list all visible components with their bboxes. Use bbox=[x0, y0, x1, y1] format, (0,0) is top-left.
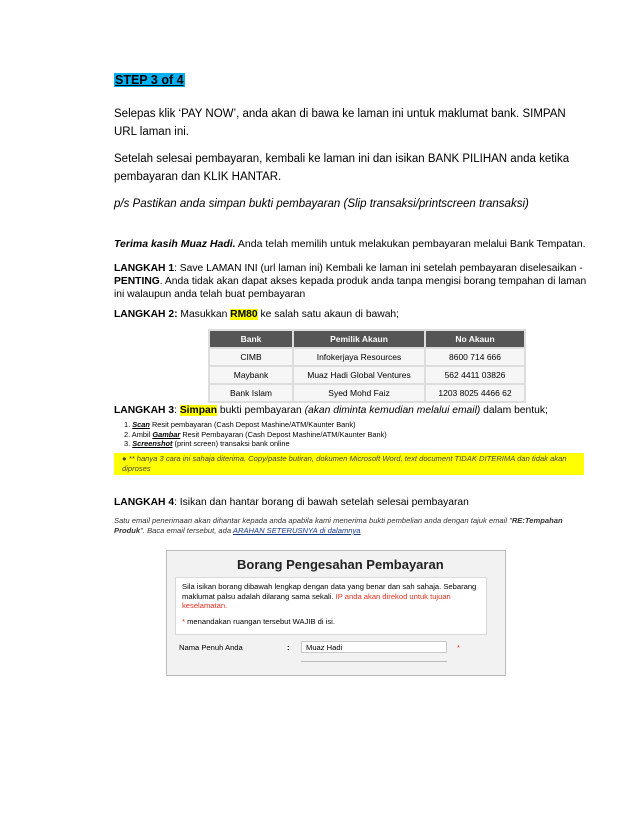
langkah-2-amount: RM80 bbox=[230, 309, 258, 320]
owner-cell: Syed Mohd Faiz bbox=[293, 384, 425, 402]
bank-account-table bbox=[208, 329, 526, 403]
form-title: Borang Pengesahan Pembayaran bbox=[237, 557, 444, 572]
list-number: 3. bbox=[124, 439, 133, 448]
list-key: Scan bbox=[132, 420, 150, 429]
bank-col-header: Bank bbox=[209, 330, 293, 348]
step-heading: STEP 3 of 4 bbox=[115, 73, 184, 87]
bank-cell: Maybank bbox=[209, 366, 293, 384]
required-star: * bbox=[182, 616, 185, 626]
owner-cell: Infokerjaya Resources bbox=[293, 348, 425, 366]
owner-col-header: Pemilik Akaun bbox=[293, 330, 425, 348]
list-number: 2. Ambil bbox=[124, 429, 153, 439]
next-field-row-cropped bbox=[175, 659, 487, 669]
langkah-3-italic: (akan diminta kemudian melalui email) bbox=[304, 405, 481, 416]
list-text: (print screen) transaksi bank online bbox=[172, 439, 290, 448]
table-row bbox=[209, 366, 525, 384]
list-item bbox=[124, 420, 387, 430]
bank-cell: Bank Islam bbox=[209, 384, 293, 402]
list-text: Resit pembayaran (Cash Depost Mashine/ATM/Kaunter Bank) bbox=[149, 420, 356, 429]
bank-table-header-row bbox=[209, 330, 525, 348]
bank-cell: CIMB bbox=[209, 348, 293, 366]
next-field-input-cropped[interactable] bbox=[301, 661, 447, 670]
langkah-2-pre: Masukkan bbox=[177, 309, 231, 320]
account-cell: 562 4411 03826 bbox=[425, 366, 525, 384]
note-bold: RE:Tempahan Produk bbox=[114, 516, 563, 535]
paragraph-keep-proof: p/s Pastikan anda simpan bukti pembayaran (Slip transaksi/printscreen transaksi) bbox=[114, 198, 529, 210]
warning-box bbox=[114, 453, 584, 475]
list-item bbox=[124, 439, 387, 449]
account-col-header: No Akaun bbox=[425, 330, 525, 348]
langkah-3-tail: dalam bentuk; bbox=[480, 405, 548, 416]
langkah-3-colon: : bbox=[174, 405, 180, 416]
account-cell: 8600 714 666 bbox=[425, 348, 525, 366]
list-text: Resit Pembayaran (Cash Depost Mashine/ATM/Kaunter Bank) bbox=[180, 429, 387, 439]
note-mid: ". Baca email tersebut, ada bbox=[140, 526, 233, 535]
owner-cell: Muaz Hadi Global Ventures bbox=[293, 366, 425, 384]
langkah-3-highlight: Simpan bbox=[179, 405, 218, 416]
langkah-2-post: ke salah satu akaun di bawah; bbox=[257, 309, 400, 320]
payment-confirmation-form bbox=[166, 550, 506, 676]
warning-text: ** hanya 3 cara ini sahaja diterima. Copy/paste butiran, dokumen Microsoft Word, text document TIDAK DITERIMA dan tidak akan diproses bbox=[122, 454, 567, 473]
langkah-4-label: LANGKAH 4 bbox=[114, 497, 175, 508]
full-name-label: Nama Penuh Anda bbox=[179, 643, 243, 652]
langkah-4 bbox=[114, 496, 592, 509]
list-number: 1. bbox=[124, 420, 133, 429]
langkah-1 bbox=[114, 262, 592, 301]
langkah-2-label: LANGKAH 2: bbox=[114, 309, 178, 320]
langkah-1-label: LANGKAH 1 bbox=[114, 263, 175, 274]
paragraph-return-instructions: Setelah selesai pembayaran, kembali ke laman ini dan isikan BANK PILIHAN anda ketika pembayaran dan KLIK HANTAR. bbox=[114, 153, 570, 183]
thanks-rest: Anda telah memilih untuk melakukan pembayaran melalui Bank Tempatan. bbox=[235, 238, 586, 250]
langkah-1-bold: PENTING bbox=[114, 276, 160, 287]
next-instructions-link[interactable]: ARAHAN SETERUSNYA di dalamnya bbox=[232, 526, 361, 535]
list-key: Gambar bbox=[152, 429, 181, 439]
form-intro-text: Sila isikan borang dibawah lengkap dengan data yang benar dan sah sahaja. Sebarang maklumat palsu adalah dilarang sama sekali. bbox=[182, 582, 477, 601]
email-note bbox=[114, 516, 592, 536]
langkah-3-text: bukti pembayaran bbox=[217, 405, 305, 416]
full-name-required-star: * bbox=[457, 643, 460, 652]
account-cell: 1203 8025 4466 62 bbox=[425, 384, 525, 402]
paragraph-pay-now: Selepas klik ‘PAY NOW’, anda akan di bawa ke laman ini untuk maklumat bank. SIMPAN URL laman ini. bbox=[114, 108, 566, 138]
full-name-row bbox=[175, 641, 487, 655]
list-item bbox=[124, 430, 387, 440]
note-pre: Satu email penerimaan akan dihantar kepada anda apabila kami menerima bukti pembelian anda dengan tajuk email " bbox=[114, 516, 512, 525]
embedded-screenshot bbox=[114, 234, 594, 674]
full-name-colon: : bbox=[287, 643, 290, 652]
table-row bbox=[209, 384, 525, 402]
table-row bbox=[209, 348, 525, 366]
bullet-icon: ● bbox=[122, 454, 129, 463]
list-key: Screenshot bbox=[132, 439, 173, 448]
langkah-1-text-2: . Anda tidak akan dapat akses kepada produk anda tanpa mengisi borang tempahan di laman ini walaupun anda telah buat pembayaran bbox=[114, 276, 587, 300]
thanks-line bbox=[114, 238, 594, 250]
langkah-3 bbox=[114, 404, 592, 417]
langkah-1-text: : Save LAMAN INI (url laman ini) Kembali ke laman ini setelah pembayaran diselesaikan - bbox=[174, 263, 583, 274]
form-intro-warning: IP anda akan direkod untuk tujuan keselamatan. bbox=[182, 591, 451, 610]
required-text: menandakan ruangan tersebut WAJIB di isi. bbox=[184, 616, 335, 626]
required-note bbox=[182, 617, 480, 627]
langkah-2 bbox=[114, 308, 592, 321]
langkah-4-text: : Isikan dan hantar borang di bawah setelah selesai pembayaran bbox=[174, 497, 469, 508]
full-name-input[interactable]: Muaz Hadi bbox=[301, 641, 447, 653]
thanks-bold: Terima kasih Muaz Hadi. bbox=[114, 238, 236, 250]
langkah-3-label: LANGKAH 3 bbox=[114, 405, 175, 416]
form-intro bbox=[175, 577, 487, 635]
proof-method-list bbox=[124, 420, 387, 449]
